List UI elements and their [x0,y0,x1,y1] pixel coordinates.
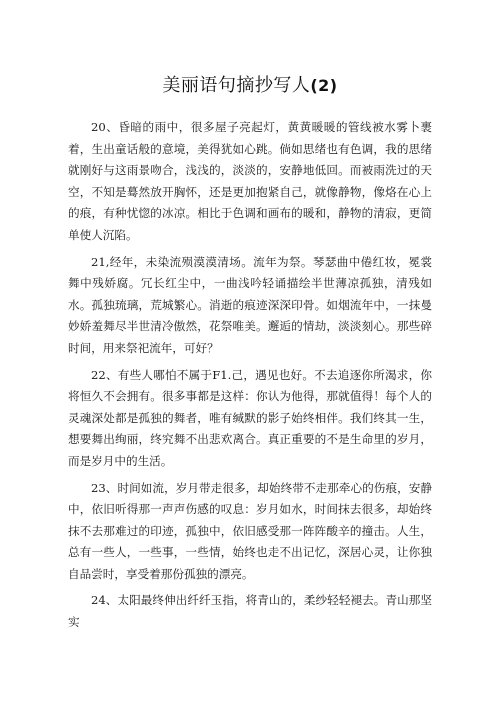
title-number: (2) [310,76,338,95]
paragraph-24: 24、太阳最终伸出纤纤玉指，将青山的，柔纱轻轻褪去。青山那坚实 [68,593,432,630]
page-title [0,74,500,98]
paragraph-21: 21,经年，未染流殒漠漠清场。流年为祭。琴瑟曲中倦红妆，冕裳舞中残娇腐。冗长红尘中，一曲浅吟轻诵描绘半世薄凉孤独，清残如水。孤独琉璃，荒城繁心。消逝的痕迹深深印骨。如烟流年中，一抹曼妙娇羞舞尽半世清冷傲然，花祭唯美。邂逅的情劫，淡淡刻心。那些碎时间，用来祭祀流年，可好？ [68,254,432,355]
paragraph-20: 20、昏暗的雨中，很多屋子亮起灯，黄黄暖暖的管线被水雾卜裹着，生出童话般的意境，美得犹如心跳。倘如思绪也有色调，我的思绪就刚好与这雨景吻合，浅浅的，淡淡的，安静地低回。而被雨洗过的天空，不知是蓦然放开胸怀，还是更加抱紧自己，就像静物，像烙在心上的痕，有种忧惚的冰凉。相比于色调和画布的暖和，静物的清寂，更简单使人沉陷。 [68,120,432,242]
paragraph-22: 22、有些人哪怕不属于F1.己，遇见也好。不去追逐你所渴求，你将恒久不会拥有。很多事都是这样：你认为他得，那就值得！每个人的灵魂深处都是孤独的舞者，唯有缄默的影子始终相伴。我们终其一生，想要舞出绚丽，终究舞不出悲欢离合。真正重要的不是生命里的岁月，而是岁月中的生活。 [68,367,432,468]
document-body [68,117,432,634]
title-text: 美丽语句摘抄写人 [162,75,311,96]
paragraph-23: 23、时间如流，岁月带走很多，却始终带不走那牵心的伤痕，安静中，依旧听得那一声声伤感的叹息：岁月如水，时间抹去很多，却始终抹不去那难过的印迹，孤独中，依旧感受那一阵阵酸辛的撞击。人生，总有一些人，一些事，一些情，始终也走不出记忆，深居心灵，让你独自品尝时，享受着那份孤独的漂亮。 [68,480,432,581]
